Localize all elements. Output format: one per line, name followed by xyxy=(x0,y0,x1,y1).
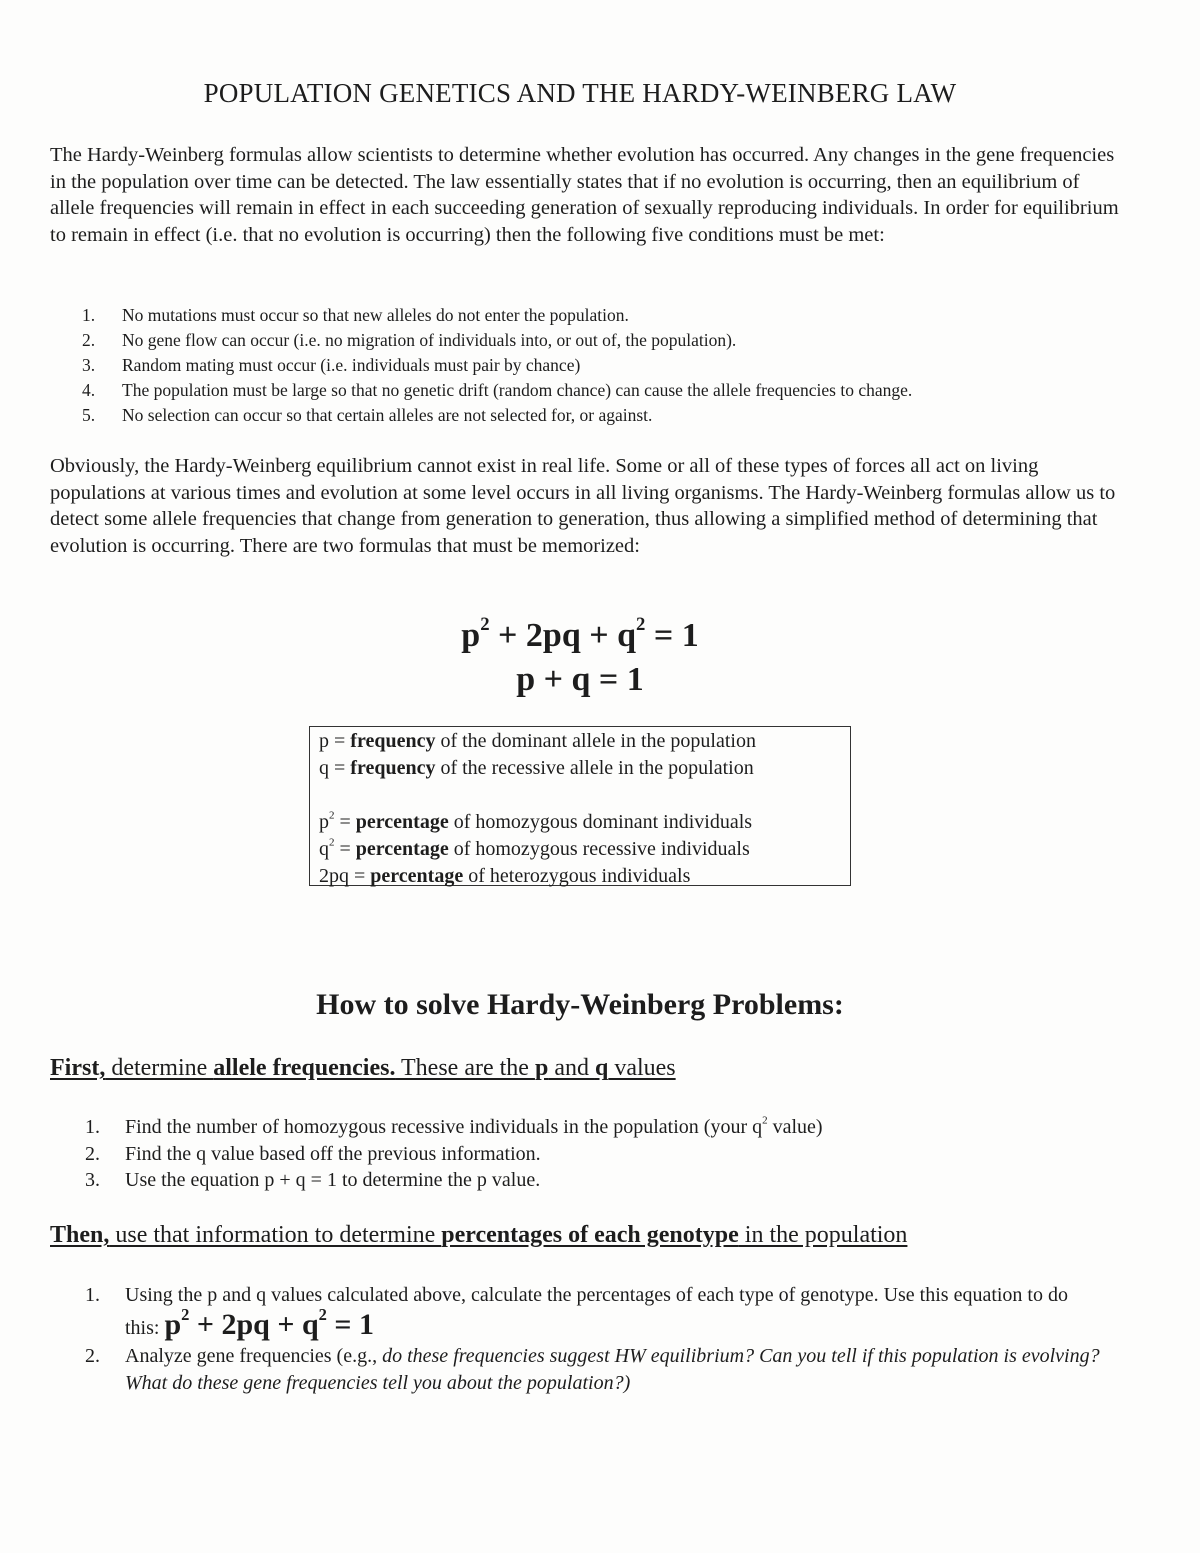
exponent: 2 xyxy=(329,836,335,849)
text: in the population xyxy=(738,1222,908,1248)
list-item xyxy=(85,1167,823,1194)
conditions-list xyxy=(82,303,912,428)
list-text: No mutations must occur so that new alleles do not enter the population. xyxy=(122,305,629,325)
bold-text: Then, xyxy=(50,1222,110,1248)
list-number: 1. xyxy=(85,1284,100,1306)
symbol: q xyxy=(319,838,329,860)
list-number: 3. xyxy=(82,355,96,375)
definition: of homozygous recessive individuals xyxy=(448,838,750,860)
exponent: 2 xyxy=(318,1304,327,1324)
bold-text: p xyxy=(534,1055,549,1081)
then-step-heading xyxy=(50,1222,907,1249)
list-item xyxy=(82,403,912,428)
list-text: Random mating must occur (i.e. individuals must pair by chance) xyxy=(122,355,581,375)
term: frequency xyxy=(350,730,436,752)
symbol: p xyxy=(319,811,329,833)
definition-row xyxy=(319,809,850,836)
text: and xyxy=(548,1055,595,1081)
eq-term: + 2pq + q xyxy=(489,617,637,654)
exponent: 2 xyxy=(181,1304,190,1324)
list-text: Using the p and q values calculated above, calculate the percentages of each type of genotype. Use this equation to do this: xyxy=(125,1284,1068,1339)
eq-term: p xyxy=(461,617,481,654)
exponent: 2 xyxy=(329,809,335,822)
intro-paragraph: The Hardy-Weinberg formulas allow scientists to determine whether evolution has occurred. Any changes in the gene frequencies in the population over time can be detected. The law essentially states that if no evolution is occurring, then an equilibrium of allele frequencies will remain in effect in each succeeding generation of sexually reproducing individuals. In order for equilibrium to remain in effect (i.e. that no evolution is occurring) then the following five conditions must be met: xyxy=(50,144,1119,246)
equals: = xyxy=(329,757,351,779)
eq-term: = 1 xyxy=(645,617,699,654)
list-item xyxy=(82,303,912,328)
definition-row xyxy=(319,728,850,755)
list-number: 3. xyxy=(85,1169,100,1191)
bold-text: percentages of each genotype xyxy=(441,1222,739,1248)
definition-row xyxy=(319,836,850,863)
symbol: q xyxy=(319,757,329,779)
list-number: 1. xyxy=(82,305,96,325)
text: determine xyxy=(105,1055,214,1081)
list-text: Use the equation p + q = 1 to determine the p value. xyxy=(125,1169,541,1191)
list-number: 2. xyxy=(85,1142,100,1165)
exponent: 2 xyxy=(762,1114,768,1127)
definition: of homozygous dominant individuals xyxy=(448,811,753,833)
list-text: The population must be large so that no genetic drift (random chance) can cause the allele frequencies to change. xyxy=(122,380,913,400)
term: percentage xyxy=(355,838,449,860)
text: use that information to determine xyxy=(109,1222,442,1248)
definition: of the dominant allele in the population xyxy=(435,730,756,752)
bold-text: allele frequencies. xyxy=(213,1055,396,1081)
text: These are the xyxy=(395,1055,535,1081)
second-paragraph: Obviously, the Hardy-Weinberg equilibrium cannot exist in real life. Some or all of these types of forces all act on living populations at various times and evolution at some level occurs in all living organisms. The Hardy-Weinberg formulas allow us to detect some allele frequencies that change from generation to generation, thus allowing a simplified method of determining that evolution is occurring. There are two formulas that must be memorized: xyxy=(50,455,1116,557)
list-item xyxy=(85,1141,823,1168)
list-item xyxy=(82,378,912,403)
document-title: POPULATION GENETICS AND THE HARDY-WEINBERG LAW xyxy=(203,78,957,108)
list-text: No selection can occur so that certain alleles are not selected for, or against. xyxy=(122,405,653,425)
eq-term: = 1 xyxy=(326,1308,374,1341)
exponent: 2 xyxy=(480,614,490,636)
symbol: 2pq xyxy=(319,865,349,887)
howto-heading: How to solve Hardy-Weinberg Problems: xyxy=(316,988,844,1021)
definition-row xyxy=(319,863,850,890)
first-step-heading xyxy=(50,1055,676,1082)
term: frequency xyxy=(350,757,436,779)
list-number: 2. xyxy=(85,1345,100,1367)
definition: of the recessive allele in the population xyxy=(435,757,754,779)
equals: = xyxy=(334,811,356,833)
inline-equation xyxy=(164,1304,374,1341)
text: values xyxy=(608,1055,676,1081)
eq-term: p xyxy=(164,1308,182,1341)
list-number: 4. xyxy=(82,380,96,400)
list-text: value) xyxy=(767,1116,823,1138)
list-number: 2. xyxy=(82,330,96,350)
eq-term: + 2pq + q xyxy=(189,1308,319,1341)
list-item xyxy=(85,1114,823,1141)
term: percentage xyxy=(370,865,464,887)
equals: = xyxy=(349,865,371,887)
list-item xyxy=(82,328,912,353)
italic-text: do these frequencies suggest HW equilibrium? Can you tell if this population is evolving? What do these gene frequencies tell you about the population?) xyxy=(125,1345,1100,1394)
list-item xyxy=(82,353,912,378)
list-number: 5. xyxy=(82,405,96,425)
then-steps-list xyxy=(85,1280,1105,1397)
exponent: 2 xyxy=(636,614,646,636)
equals: = xyxy=(329,730,351,752)
list-number: 1. xyxy=(85,1116,100,1138)
allele-sum-equation: p + q = 1 xyxy=(516,661,644,698)
bold-text: First, xyxy=(50,1055,106,1081)
list-text: Analyze gene frequencies (e.g., xyxy=(125,1345,383,1367)
first-steps-list xyxy=(85,1114,823,1194)
symbol: p xyxy=(319,730,329,752)
list-text: Find the q value based off the previous information. xyxy=(125,1142,541,1165)
list-text: Find the number of homozygous recessive individuals in the population (your q xyxy=(125,1116,763,1138)
list-item xyxy=(85,1280,1105,1343)
equals: = xyxy=(334,838,356,860)
definition: of heterozygous individuals xyxy=(463,865,691,887)
definitions-box xyxy=(309,726,851,886)
list-item xyxy=(85,1343,1105,1397)
list-text: No gene flow can occur (i.e. no migration of individuals into, or out of, the population). xyxy=(122,330,737,350)
hardy-weinberg-equation xyxy=(0,614,1160,655)
definition-row xyxy=(319,755,850,782)
term: percentage xyxy=(355,811,449,833)
bold-text: q xyxy=(594,1055,609,1081)
